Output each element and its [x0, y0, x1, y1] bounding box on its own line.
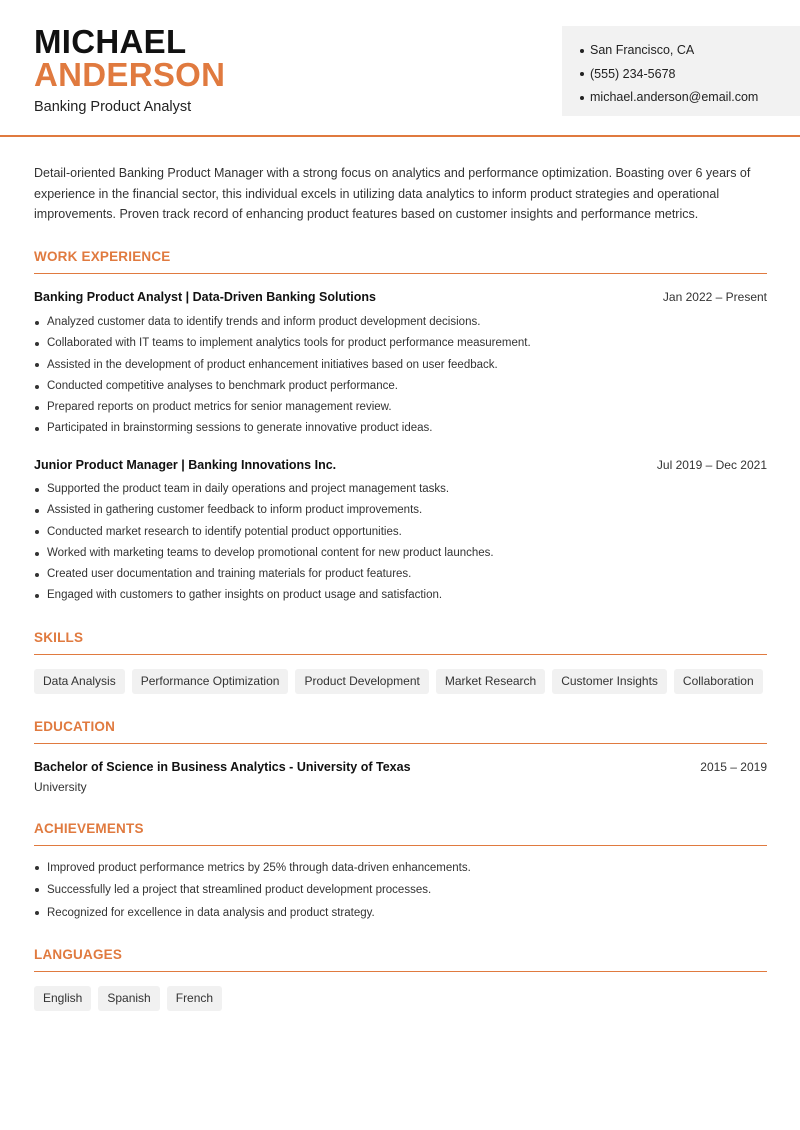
- skill-chip: Collaboration: [674, 669, 763, 694]
- bullet-icon: [35, 888, 39, 892]
- resume-header: [0, 0, 800, 137]
- job-bullets: [34, 479, 767, 607]
- section-title-education: EDUCATION: [34, 719, 767, 744]
- bullet-icon: [35, 342, 39, 346]
- contact-phone[interactable]: (555) 234-5678: [580, 63, 800, 87]
- achievements-list: [34, 857, 767, 924]
- skill-chip: Market Research: [436, 669, 545, 694]
- list-item: Assisted in gathering customer feedback to inform product improvements.: [34, 500, 767, 521]
- language-chip: Spanish: [98, 986, 159, 1011]
- bullet-icon: [35, 911, 39, 915]
- list-item: Improved product performance metrics by 25% through data-driven enhancements.: [34, 857, 767, 879]
- bullet-icon: [580, 72, 584, 76]
- first-name: MICHAEL: [34, 23, 187, 60]
- bullet-icon: [35, 552, 39, 556]
- job-header: [34, 290, 767, 304]
- list-item: Prepared reports on product metrics for senior management review.: [34, 397, 767, 418]
- education-institution: University: [34, 780, 87, 794]
- education-years: 2015 – 2019: [700, 760, 767, 774]
- contact-email[interactable]: michael.anderson@email.com: [580, 86, 800, 110]
- bullet-icon: [35, 406, 39, 410]
- list-item: Successfully led a project that streamlined product development processes.: [34, 879, 767, 901]
- languages-list: [34, 986, 222, 1011]
- list-item: Created user documentation and training materials for product features.: [34, 564, 767, 585]
- list-item: Participated in brainstorming sessions to generate innovative product ideas.: [34, 418, 767, 439]
- bullet-icon: [35, 385, 39, 389]
- bullet-icon: [580, 49, 584, 53]
- bullet-icon: [35, 530, 39, 534]
- section-title-experience: WORK EXPERIENCE: [34, 249, 767, 274]
- education-header: [34, 760, 767, 774]
- job-header: [34, 458, 767, 472]
- skill-chip: Product Development: [295, 669, 428, 694]
- bullet-icon: [35, 866, 39, 870]
- list-item: Assisted in the development of product enhancement initiatives based on user feedback.: [34, 355, 767, 376]
- language-chip: French: [167, 986, 222, 1011]
- section-title-skills: SKILLS: [34, 630, 767, 655]
- skill-chip: Customer Insights: [552, 669, 667, 694]
- job-role: Banking Product Analyst | Data-Driven Banking Solutions: [34, 290, 376, 304]
- bullet-icon: [580, 96, 584, 100]
- job-role: Junior Product Manager | Banking Innovations Inc.: [34, 458, 337, 472]
- list-item: Recognized for excellence in data analysis and product strategy.: [34, 902, 767, 924]
- list-item: Supported the product team in daily operations and project management tasks.: [34, 479, 767, 500]
- bullet-icon: [35, 594, 39, 598]
- last-name: ANDERSON: [34, 56, 226, 93]
- list-item: Engaged with customers to gather insights on product usage and satisfaction.: [34, 585, 767, 606]
- job-dates: Jan 2022 – Present: [662, 290, 767, 304]
- list-item: Conducted competitive analyses to benchmark product performance.: [34, 376, 767, 397]
- list-item: Conducted market research to identify potential product opportunities.: [34, 522, 767, 543]
- skill-chip: Data Analysis: [34, 669, 125, 694]
- bullet-icon: [35, 488, 39, 492]
- language-chip: English: [34, 986, 91, 1011]
- bullet-icon: [35, 321, 39, 325]
- contact-box: [562, 26, 800, 116]
- bullet-icon: [35, 509, 39, 513]
- section-title-achievements: ACHIEVEMENTS: [34, 821, 767, 846]
- section-title-languages: LANGUAGES: [34, 947, 767, 972]
- job-bullets: [34, 312, 767, 440]
- job-dates: Jul 2019 – Dec 2021: [656, 458, 767, 472]
- contact-location: San Francisco, CA: [580, 39, 800, 63]
- bullet-icon: [35, 363, 39, 367]
- job-title: Banking Product Analyst: [34, 99, 192, 115]
- skills-list: [34, 669, 763, 694]
- summary-paragraph: Detail-oriented Banking Product Manager with a strong focus on analytics and performance optimization. Boasting over 6 years of experience in the financial sector, this individual excels in utilizing data analytics to inform product strategies and operational improvements. Proven track record of enhancing product features based on customer insights and performance metrics.: [34, 166, 751, 221]
- skill-chip: Performance Optimization: [132, 669, 289, 694]
- education-degree: Bachelor of Science in Business Analytics - University of Texas: [34, 760, 411, 774]
- list-item: Collaborated with IT teams to implement analytics tools for product performance measurement.: [34, 333, 767, 354]
- list-item: Worked with marketing teams to develop promotional content for new product launches.: [34, 543, 767, 564]
- bullet-icon: [35, 427, 39, 431]
- bullet-icon: [35, 573, 39, 577]
- list-item: Analyzed customer data to identify trends and inform product development decisions.: [34, 312, 767, 333]
